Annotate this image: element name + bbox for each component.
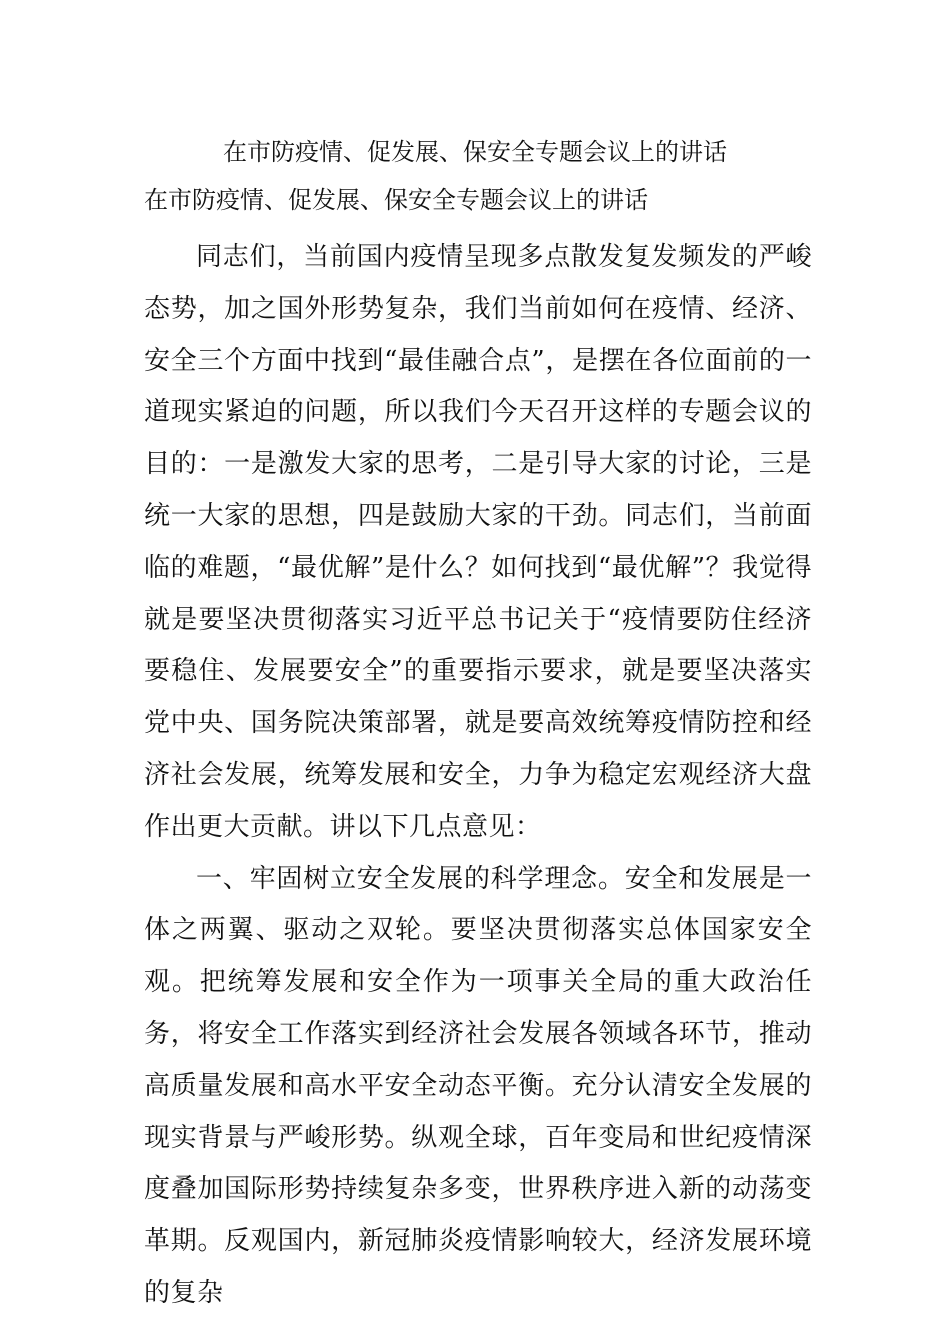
paragraph-intro: 同志们，当前国内疫情呈现多点散发复发频发的严峻态势，加之国外形势复杂，我们当前如何在疫情、经济、安全三个方面中找到“最佳融合点”，是摆在各位面前的一道现实紧迫的问题，所以我们今天召开这样的专题会议的目的：一是激发大家的思考，二是引导大家的讨论，三是统一大家的思想，四是鼓励大家的干劲。同志们，当前面临的难题，“最优解”是什么？如何找到“最优解”？我觉得就是要坚决贯彻落实习近平总书记关于“疫情要防住经济要稳住、发展要安全”的重要指示要求，就是要坚决落实党中央、国务院决策部署，就是要高效统筹疫情防控和经济社会发展，统筹发展和安全，力争为稳定宏观经济大盘作出更大贡献。讲以下几点意见：	[144, 242, 812, 842]
document-body	[144, 232, 812, 1320]
document-title-left: 在市防疫情、促发展、保安全专题会议上的讲话	[144, 186, 648, 214]
document-title-centered: 在市防疫情、促发展、保安全专题会议上的讲话	[223, 138, 727, 166]
paragraph-section-one: 一、牢固树立安全发展的科学理念。安全和发展是一体之两翼、驱动之双轮。要坚决贯彻落实总体国家安全观。把统筹发展和安全作为一项事关全局的重大政治任务，将安全工作落实到经济社会发展各领域各环节，推动高质量发展和高水平安全动态平衡。充分认清安全发展的现实背景与严峻形势。纵观全球，百年变局和世纪疫情深度叠加国际形势持续复杂多变，世界秩序进入新的动荡变革期。反观国内，新冠肺炎疫情影响较大，经济发展环境的复杂	[144, 863, 812, 1308]
